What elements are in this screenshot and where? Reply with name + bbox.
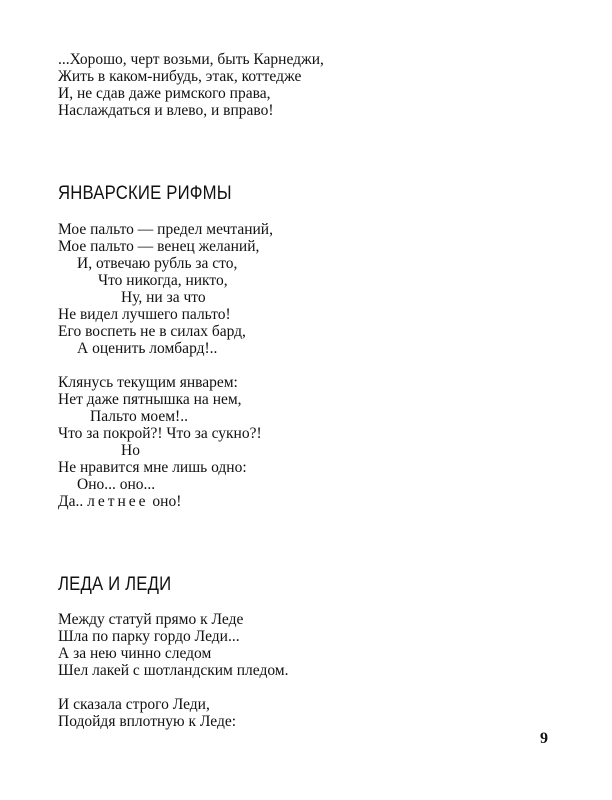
poem1-line-4: Что никогда, никто, [98, 272, 228, 289]
poem1-line-16-spaced-word: летнее [87, 493, 149, 510]
intro-line-3: И, не сдав даже римского права, [58, 85, 271, 102]
poem2-line-4: Шел лакей с шотландским пледом. [58, 662, 289, 679]
intro-line-1: ...Хорошо, черт возьми, быть Карнеджи, [58, 51, 324, 68]
poem1-line-5: Ну, ни за что [121, 289, 206, 306]
intro-line-2: Жить в каком-нибудь, этак, коттедже [58, 68, 302, 85]
poem1-line-16 [58, 493, 181, 510]
poem1-line-3: И, отвечаю рубль за сто, [77, 255, 238, 272]
poem1-line-11: Пальто моем!.. [90, 408, 188, 425]
poem1-line-1: Мое пальто — предел мечтаний, [58, 221, 273, 238]
poem1-line-14: Не нравится мне лишь одно: [58, 459, 247, 476]
poem1-line-8: А оценить ломбард!.. [77, 340, 218, 357]
poem-title-leda-and-lady: ЛЕДА И ЛЕДИ [58, 574, 172, 595]
poem2-line-2: Шла по парку гордо Леди... [58, 628, 240, 645]
poem1-line-16-end: оно! [152, 493, 182, 510]
poem1-line-12: Что за покрой?! Что за сукно?! [58, 425, 262, 442]
poem1-line-2: Мое пальто — венец желаний, [58, 238, 260, 255]
poem1-line-13: Но [121, 442, 140, 459]
poem2-line-1: Между статуй прямо к Леде [58, 611, 244, 628]
poem1-line-9: Клянусь текущим январем: [58, 374, 238, 391]
poem1-line-10: Нет даже пятнышка на нем, [58, 391, 242, 408]
poem2-line-6: Подойдя вплотную к Леде: [58, 713, 237, 730]
poem2-line-5: И сказала строго Леди, [58, 696, 210, 713]
poem1-line-15: Оно... оно... [77, 476, 156, 493]
poem-title-january-rhymes: ЯНВАРСКИЕ РИФМЫ [58, 183, 232, 204]
page-number: 9 [540, 730, 548, 747]
poem1-line-16-start: Да.. [58, 493, 84, 510]
poem1-line-7: Его воспеть не в силах бард, [58, 323, 246, 340]
poem1-line-6: Не видел лучшего пальто! [58, 306, 231, 323]
intro-line-4: Наслаждаться и влево, и вправо! [58, 102, 274, 119]
poem2-line-3: А за нею чинно следом [58, 645, 212, 662]
